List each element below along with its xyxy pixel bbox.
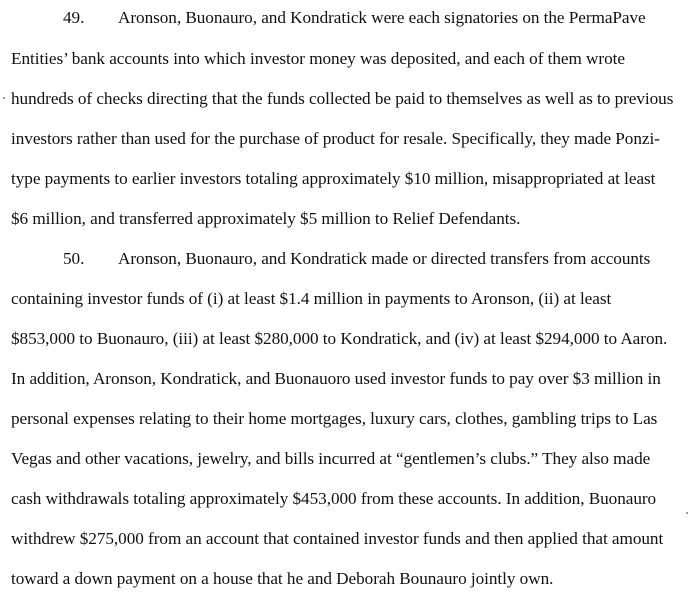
paragraph-49-line-5: type payments to earlier investors totaling approximately $10 million, misappropriated at least [11,169,656,188]
paragraph-50-line-7: cash withdrawals totaling approximately $453,000 from these accounts. In addition, Buonauro [11,489,657,508]
paragraph-50-text-1: Aronson, Buonauro, and Kondratick made or directed transfers from accounts [118,249,651,268]
paragraph-50-line-1 [63,249,650,269]
paragraph-49-text-1: Aronson, Buonauro, and Kondratick were each signatories on the PermaPave [118,8,646,27]
scan-speck [686,512,688,514]
paragraph-49-line-3: hundreds of checks directing that the funds collected be paid to themselves as well as to previous [11,89,674,108]
paragraph-49-line-4: investors rather than used for the purchase of product for resale. Specifically, they made Ponzi- [11,129,660,148]
paragraph-50-line-8: withdrew $275,000 from an account that contained investor funds and then applied that amount [11,529,664,548]
paragraph-50-line-3: $853,000 to Buonauro, (iii) at least $280,000 to Kondratick, and (iv) at least $294,000 to Aaron. [11,329,668,348]
scan-speck [3,97,5,99]
paragraph-number-50: 50. [63,249,85,268]
paragraph-50-line-4: In addition, Aronson, Kondratick, and Buonauoro used investor funds to pay over $3 million in [11,369,661,388]
paragraph-number-49: 49. [63,8,85,27]
paragraph-50-line-6: Vegas and other vacations, jewelry, and bills incurred at “gentlemen’s clubs.” They also made [11,449,651,468]
paragraph-49-line-6: $6 million, and transferred approximately $5 million to Relief Defendants. [11,209,521,228]
paragraph-50-line-9: toward a down payment on a house that he and Deborah Bounauro jointly own. [11,569,554,588]
paragraph-50-line-5: personal expenses relating to their home mortgages, luxury cars, clothes, gambling trips to Las [11,409,658,428]
paragraph-50-line-2: containing investor funds of (i) at least $1.4 million in payments to Aronson, (ii) at least [11,289,612,308]
paragraph-49-line-2: Entities’ bank accounts into which investor money was deposited, and each of them wrote [11,49,625,68]
paragraph-49-line-1 [63,8,646,28]
